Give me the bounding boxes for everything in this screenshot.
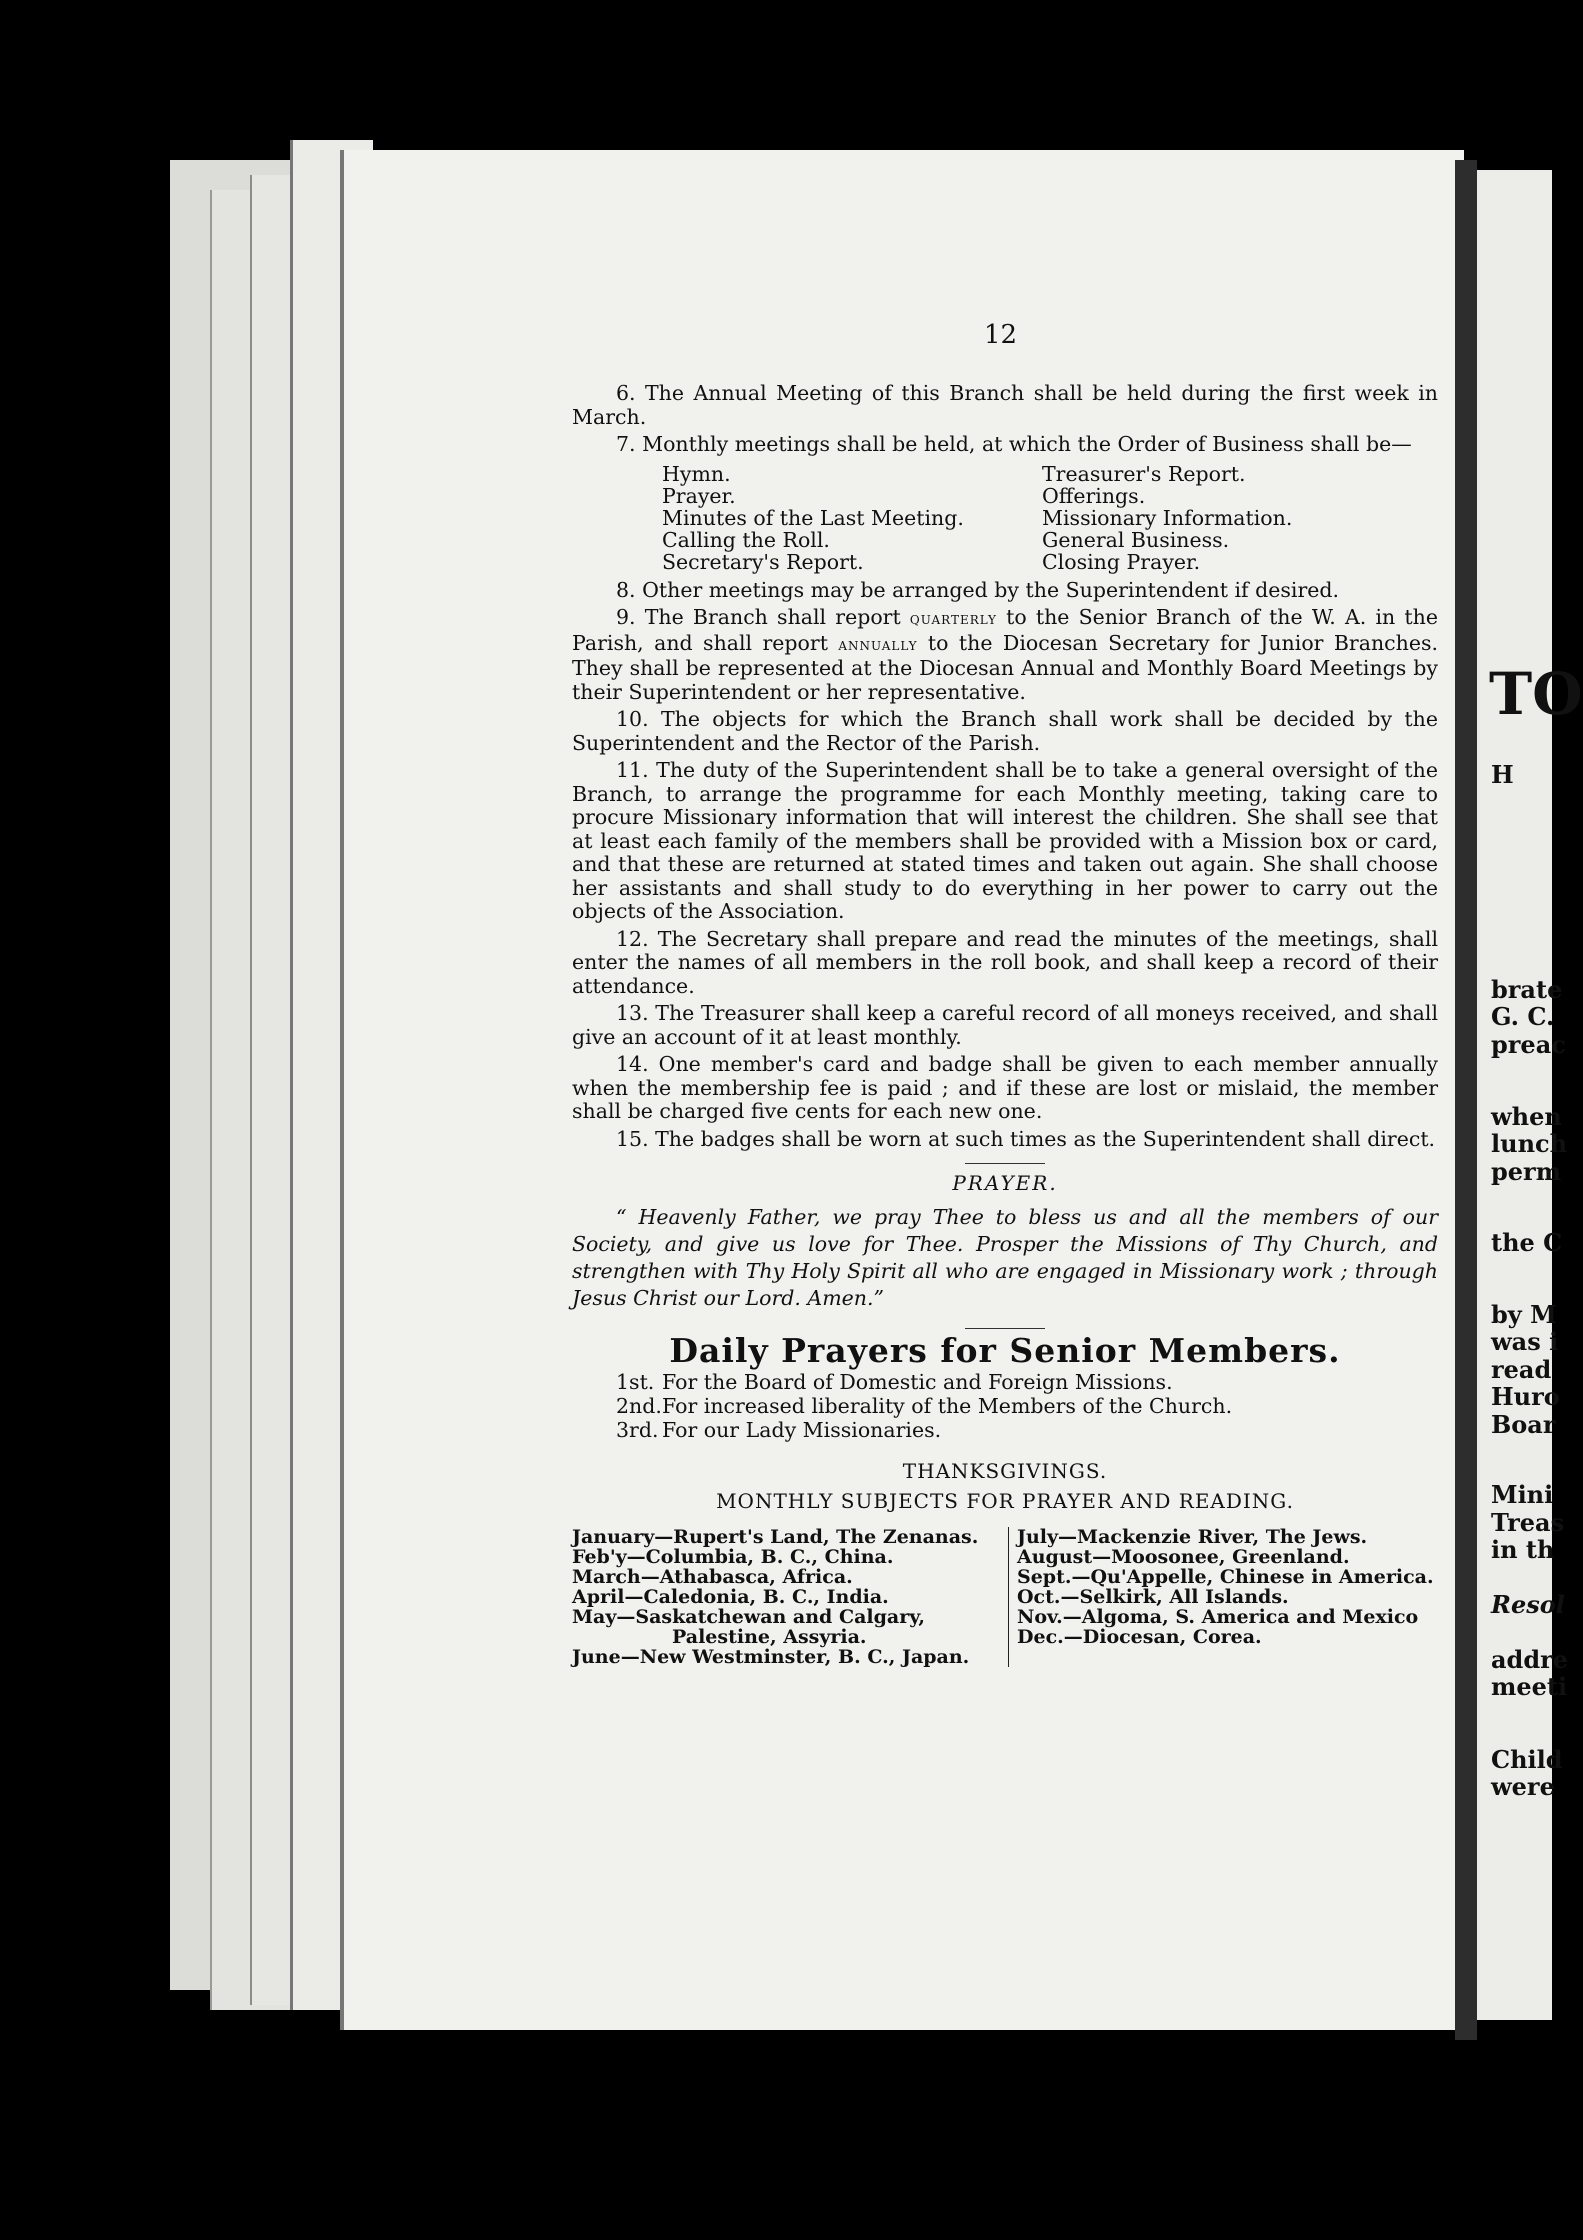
item-text: For the Board of Domestic and Foreign Missions. xyxy=(662,1370,1173,1394)
right-page-text: meeti xyxy=(1491,1672,1568,1701)
right-page-text: TO xyxy=(1489,660,1583,728)
page-number: 12 xyxy=(984,320,1018,350)
rule-paragraph-10: 10. The objects for which the Branch shall work shall be decided by the Superintendent and the Rector of the Parish. xyxy=(572,707,1438,755)
daily-prayers-heading: Daily Prayers for Senior Members. xyxy=(669,1330,1341,1370)
month-entry: August—Moosonee, Greenland. xyxy=(1017,1546,1350,1568)
text-span: quarterly xyxy=(909,609,997,629)
right-page-text: perm xyxy=(1491,1157,1562,1186)
rule-paragraph-8: 8. Other meetings may be arranged by the Superintendent if desired. xyxy=(616,577,1340,602)
order-item: Prayer. xyxy=(662,483,736,508)
month-entry: January—Rupert's Land, The Zenanas. xyxy=(572,1526,979,1548)
daily-prayer-item xyxy=(616,1394,1438,1418)
daily-prayer-item xyxy=(616,1418,1438,1442)
months-left-column xyxy=(572,1527,1008,1667)
right-page-text: lunch xyxy=(1491,1129,1568,1158)
rule-paragraph-6: 6. The Annual Meeting of this Branch shall be held during the first week in March. xyxy=(572,381,1438,429)
monthly-subjects-table xyxy=(572,1527,1438,1667)
months-right-column xyxy=(1008,1527,1438,1667)
prayer-heading: PRAYER. xyxy=(952,1171,1058,1195)
order-item: Treasurer's Report. xyxy=(1042,461,1246,486)
month-entry: Sept.—Qu'Appelle, Chinese in America. xyxy=(1017,1566,1434,1588)
text-span: to the Diocesan Secretary for Junior Branches. They shall be represented at the Diocesan Annual and Monthly Board Meetings by their Superintendent or her representative. xyxy=(572,630,1439,704)
month-entry: April—Caledonia, B. C., India. xyxy=(572,1586,889,1608)
divider xyxy=(965,1163,1045,1164)
rule-paragraph-12: 12. The Secretary shall prepare and read the minutes of the meetings, shall enter the names of all members in the roll book, and shall keep a record of their attendance. xyxy=(572,926,1438,998)
month-entry: March—Athabasca, Africa. xyxy=(572,1566,853,1588)
prayer-text: “ Heavenly Father, we pray Thee to bless us and all the members of our Society, and give us love for Thee. Prosper the Missions of Thy Church, and strengthen with Thy Holy Spirit all who are engaged in Missionary work ; through Jesus Christ our Lord. Amen.” xyxy=(572,1204,1438,1310)
right-page-text: in th xyxy=(1491,1535,1555,1564)
order-of-business xyxy=(662,463,1438,573)
right-page-text: Treas xyxy=(1491,1508,1565,1537)
order-item: Hymn. xyxy=(662,461,731,486)
divider xyxy=(965,1328,1045,1329)
item-text: For our Lady Missionaries. xyxy=(662,1418,942,1442)
right-page-text: was i xyxy=(1491,1327,1559,1356)
right-page-text: Resol xyxy=(1491,1590,1565,1619)
month-entry: Palestine, Assyria. xyxy=(672,1626,867,1648)
right-page-text: Child xyxy=(1491,1745,1563,1774)
rule-paragraph-15: 15. The badges shall be worn at such times as the Superintendent shall direct. xyxy=(616,1126,1436,1151)
order-item: Missionary Information. xyxy=(1042,505,1293,530)
rule-paragraph-11: 11. The duty of the Superintendent shall be to take a general oversight of the Branch, to arrange the programme for each Monthly meeting, taking care to procure Missionary information that will interest the children. She shall see that at least each family of the members shall be provided with a Mission box or card, and that these are returned at stated times and taken out again. She shall choose her assistants and shall study to do everything in her power to carry out the objects of the Association. xyxy=(572,758,1438,923)
order-item: General Business. xyxy=(1042,527,1230,552)
month-entry: Oct.—Selkirk, All Islands. xyxy=(1017,1586,1289,1608)
order-item: Minutes of the Last Meeting. xyxy=(662,505,964,530)
rule-paragraph-14: 14. One member's card and badge shall be given to each member annually when the membership fee is paid ; and if these are lost or mislaid, the member shall be charged five cents for each new one. xyxy=(572,1052,1438,1123)
item-text: For increased liberality of the Members of the Church. xyxy=(662,1394,1233,1418)
rule-paragraph-13: 13. The Treasurer shall keep a careful record of all moneys received, and shall give an account of it at least monthly. xyxy=(572,1001,1438,1049)
monthly-subjects-heading: MONTHLY SUBJECTS FOR PRAYER AND READING. xyxy=(716,1488,1294,1513)
right-page-text: addre xyxy=(1491,1645,1569,1674)
order-item: Calling the Roll. xyxy=(662,527,830,552)
right-page-text: by M xyxy=(1491,1300,1557,1329)
thanksgivings-heading: THANKSGIVINGS. xyxy=(902,1459,1108,1483)
month-entry: June—New Westminster, B. C., Japan. xyxy=(572,1646,970,1668)
right-page-text: read xyxy=(1491,1355,1552,1384)
month-entry: Dec.—Diocesan, Corea. xyxy=(1017,1626,1262,1648)
right-page-text: G. C. xyxy=(1491,1002,1555,1031)
right-page-text: preac xyxy=(1491,1030,1566,1059)
right-page-text: when xyxy=(1491,1102,1562,1131)
right-page-text: Huro xyxy=(1491,1382,1560,1411)
right-page-text: H xyxy=(1491,760,1514,789)
order-item: Secretary's Report. xyxy=(662,549,864,574)
right-page-fragment xyxy=(1477,170,1583,2020)
daily-prayers-list xyxy=(616,1370,1438,1442)
book-spine xyxy=(1455,160,1477,2040)
text-span: annually xyxy=(838,634,918,655)
right-page-text: were xyxy=(1491,1772,1555,1801)
month-entry: July—Mackenzie River, The Jews. xyxy=(1017,1526,1368,1548)
page-content xyxy=(572,320,1438,1667)
right-page-text: brate xyxy=(1491,975,1563,1004)
rule-paragraph-7: 7. Monthly meetings shall be held, at which the Order of Business shall be— xyxy=(616,432,1412,456)
month-entry: Feb'y—Columbia, B. C., China. xyxy=(572,1546,894,1568)
rule-paragraph-9 xyxy=(572,606,1438,704)
item-number: 3rd. xyxy=(616,1418,659,1442)
month-entry: Nov.—Algoma, S. America and Mexico xyxy=(1017,1606,1419,1628)
item-number: 2nd. xyxy=(616,1394,662,1418)
right-page-text: the C xyxy=(1491,1228,1563,1257)
daily-prayer-item xyxy=(616,1370,1438,1394)
right-page-text: Mini xyxy=(1491,1480,1554,1509)
order-item: Offerings. xyxy=(1042,483,1146,508)
order-item: Closing Prayer. xyxy=(1042,549,1201,574)
text-span: 9. The Branch shall report xyxy=(616,605,910,629)
text-span: to the Senior Branch of the W. A. in the Parish, and shall report xyxy=(572,605,1438,655)
item-number: 1st. xyxy=(616,1370,655,1394)
month-entry: May—Saskatchewan and Calgary, xyxy=(572,1606,926,1628)
right-page-text: Boar xyxy=(1491,1410,1556,1439)
